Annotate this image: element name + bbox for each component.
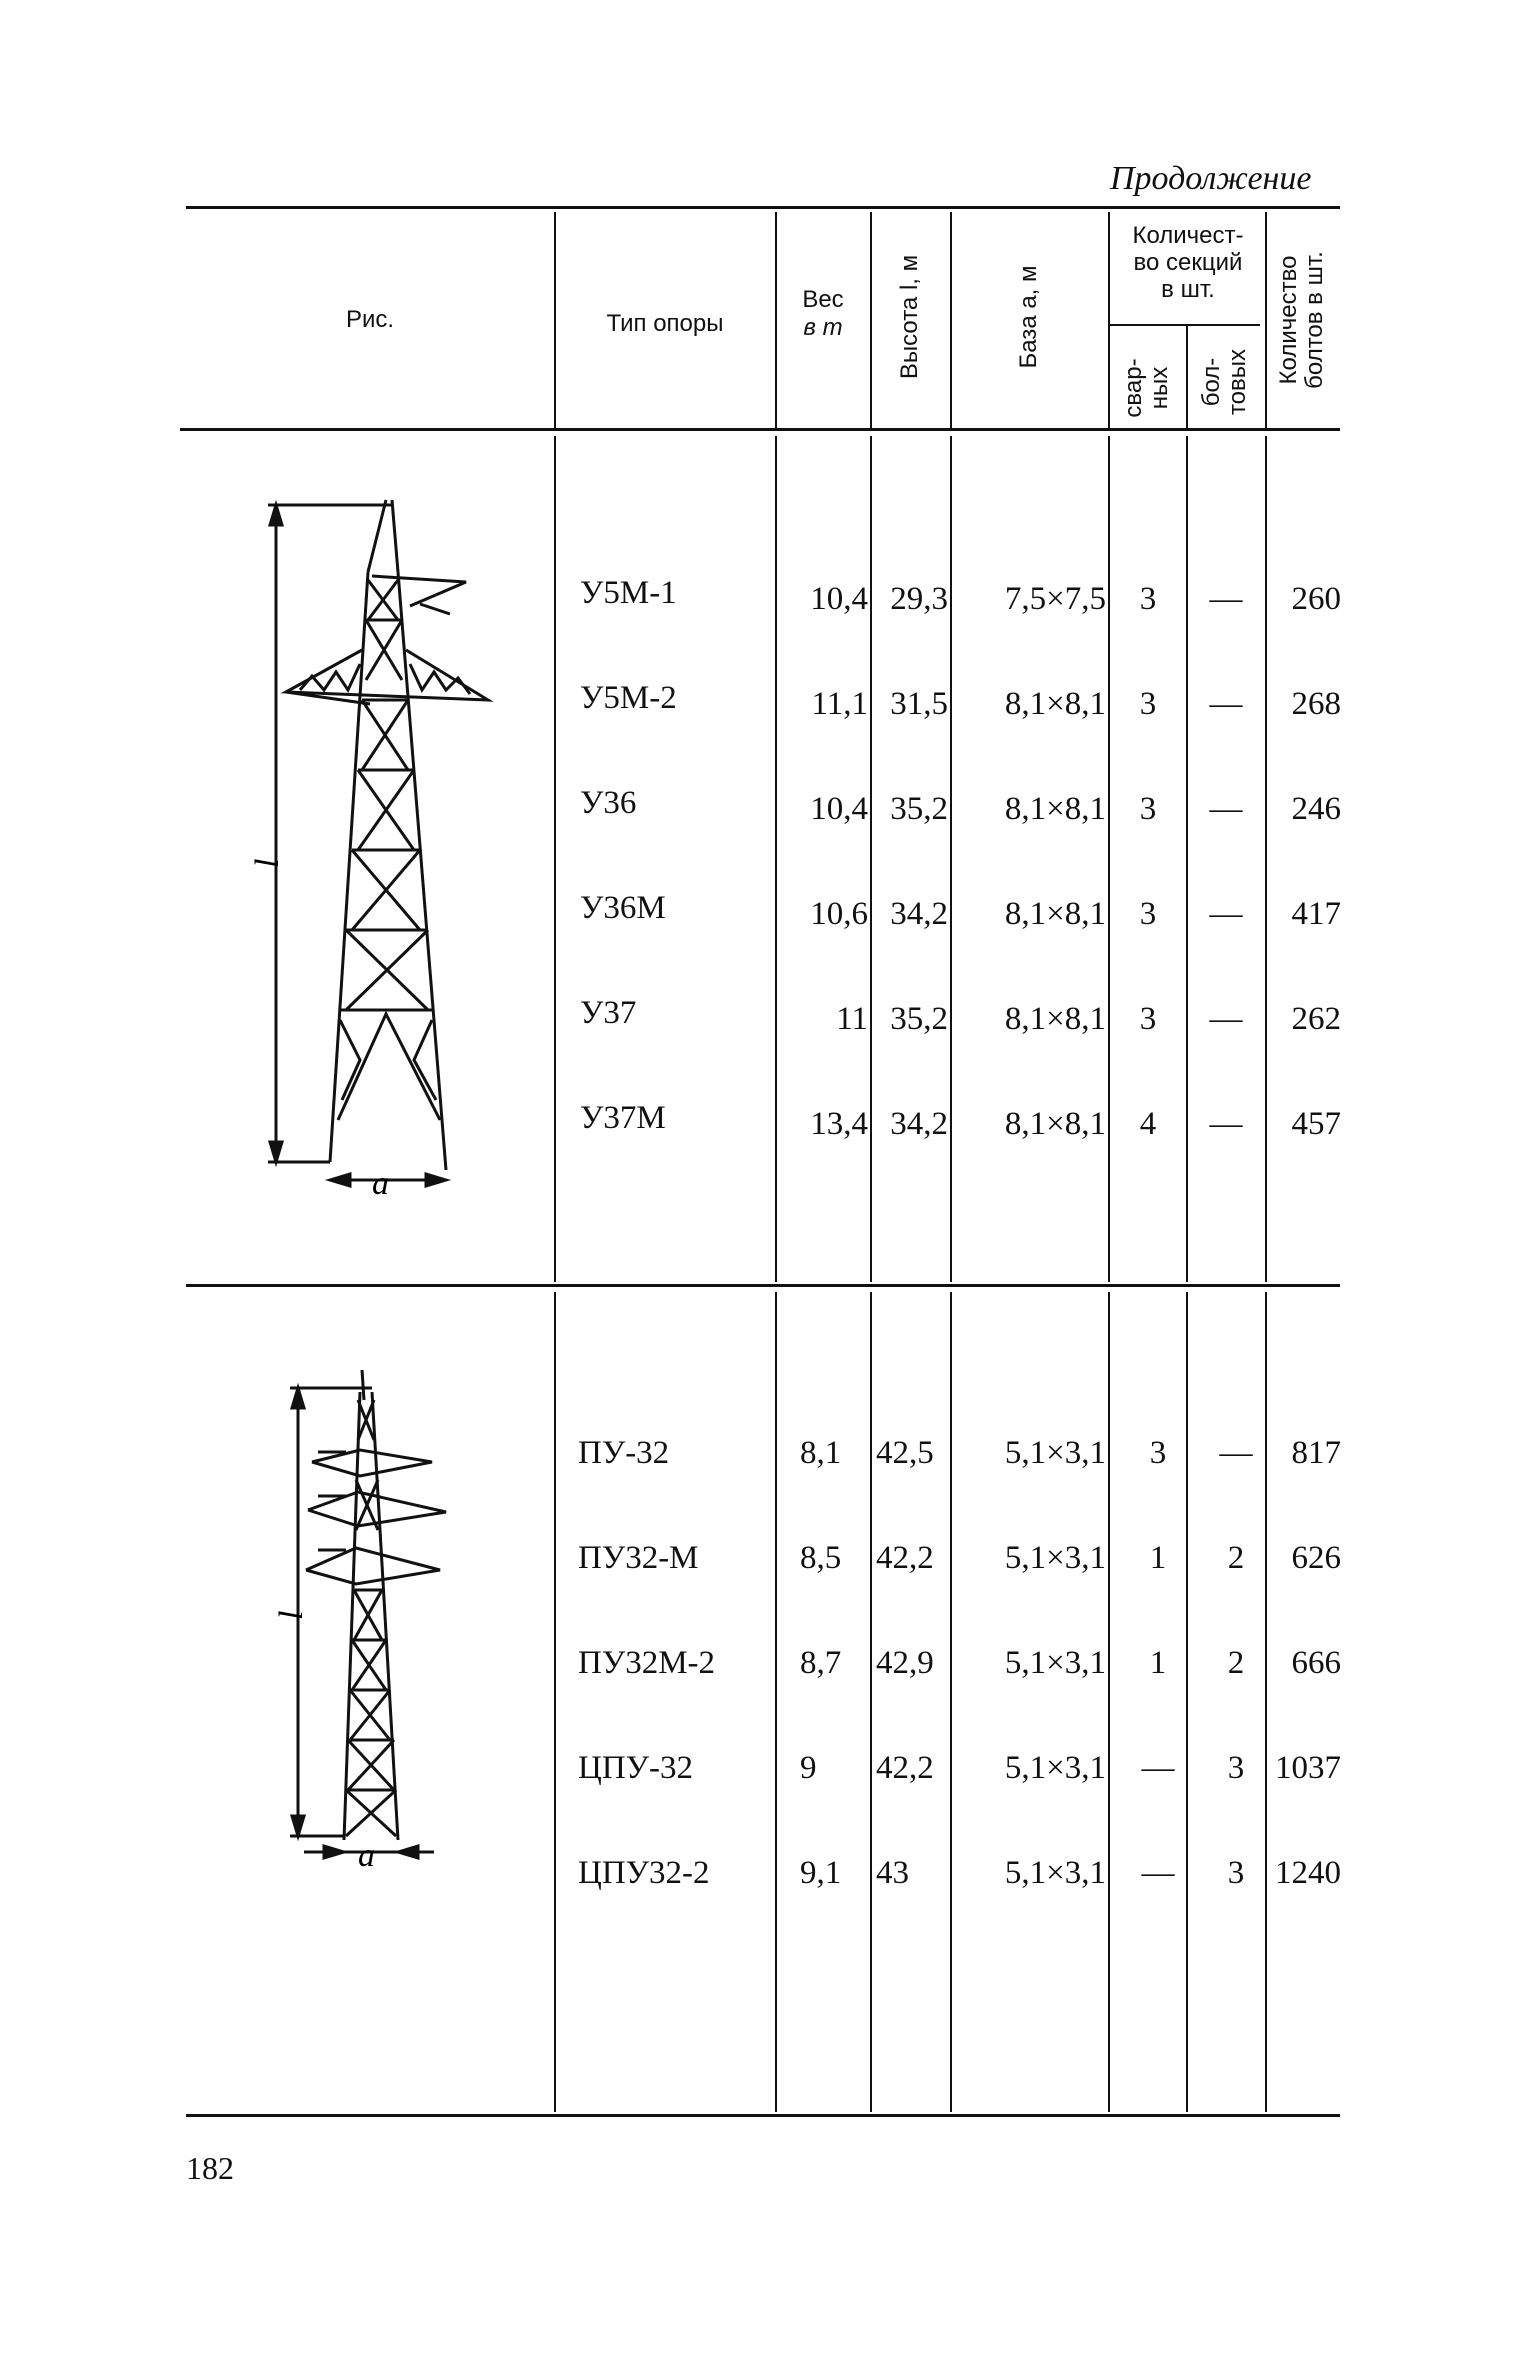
g1-height: 35,2 (890, 791, 948, 827)
header-weight-line1: Вес (802, 286, 844, 313)
g2-weight: 9 (800, 1750, 817, 1786)
g2-bolted-value: — (1219, 1435, 1253, 1471)
g2-welded-value: 3 (1149, 1435, 1167, 1471)
g1-bolts-value: 268 (1291, 686, 1341, 722)
g1-bolted-value: — (1209, 1106, 1243, 1142)
g1-base: 8,1×8,1 (1004, 1106, 1106, 1142)
g2-type: ПУ32М-2 (578, 1645, 716, 1681)
header-bolts-line1: Количество (1275, 255, 1302, 385)
header-welded-line2: ных (1146, 366, 1173, 410)
g1-bolted-value: — (1209, 791, 1243, 827)
header-bolts-line2: болтов в шт. (1301, 251, 1328, 389)
header-height: Высота l, м (896, 254, 923, 380)
g2-height: 42,9 (876, 1645, 934, 1681)
header-sections-line3: в шт. (1161, 276, 1215, 303)
g1-height: 29,3 (890, 581, 948, 617)
g2-bolts-value: 666 (1291, 1645, 1341, 1681)
g1-height: 35,2 (890, 1001, 948, 1037)
g1-weight: 10,4 (810, 791, 868, 827)
g2-type: ПУ32-М (578, 1540, 699, 1576)
g1-welded-value: 3 (1139, 686, 1157, 722)
g1-welded-value: 4 (1139, 1106, 1157, 1142)
g2-bolts-value: 817 (1291, 1435, 1341, 1471)
g1-type: У37М (580, 1100, 666, 1136)
g1-bolted-value: — (1209, 896, 1243, 932)
g1-welded-value: 3 (1139, 1001, 1157, 1037)
header-sections-line1: Количест- (1132, 222, 1244, 249)
g1-type: У5М-1 (580, 575, 677, 611)
g1-type: У36 (580, 785, 637, 821)
g2-welded-value: — (1141, 1750, 1175, 1786)
g1-base: 7,5×7,5 (1004, 581, 1106, 617)
g2-bolts-value: 1037 (1275, 1750, 1341, 1786)
header-type: Тип опоры (606, 310, 724, 337)
g2-height: 42,5 (876, 1435, 934, 1471)
g2-height: 43 (876, 1855, 909, 1891)
g1-bolts-value: 457 (1291, 1106, 1341, 1142)
g1-bolts-value: 246 (1291, 791, 1341, 827)
tower2-height-label: l (273, 1610, 310, 1620)
g2-type: ЦПУ-32 (578, 1750, 694, 1786)
header-weight-line2: в т (803, 314, 843, 341)
g1-height: 34,2 (890, 1106, 948, 1142)
g1-height: 34,2 (890, 896, 948, 932)
g1-bolted-value: — (1209, 1001, 1243, 1037)
g1-height: 31,5 (890, 686, 948, 722)
g2-bolted-value: 3 (1227, 1855, 1245, 1891)
g1-bolts-value: 417 (1291, 896, 1341, 932)
g2-height: 42,2 (876, 1750, 934, 1786)
g2-bolted-value: 3 (1227, 1750, 1245, 1786)
g1-type: У36М (580, 890, 666, 926)
header-bolted-line1: бол- (1198, 357, 1225, 407)
continuation-label: Продолжение (1110, 160, 1312, 197)
header-welded-line1: свар- (1120, 358, 1147, 418)
g1-base: 8,1×8,1 (1004, 896, 1106, 932)
g1-weight: 10,4 (810, 581, 868, 617)
g1-weight: 11,1 (811, 686, 868, 722)
header-fig: Рис. (345, 306, 395, 333)
header-sections-line2: во секций (1133, 249, 1243, 276)
g1-bolts-value: 260 (1291, 581, 1341, 617)
g2-welded-value: — (1141, 1855, 1175, 1891)
g2-bolts-value: 626 (1291, 1540, 1341, 1576)
tower2-base-label: a (358, 1837, 375, 1874)
tower1-height-label: l (249, 858, 286, 868)
g1-bolted-value: — (1209, 581, 1243, 617)
g2-weight: 8,5 (800, 1540, 842, 1576)
g1-weight: 11 (836, 1001, 868, 1037)
g2-weight: 8,7 (800, 1645, 842, 1681)
g2-bolted-value: 2 (1227, 1645, 1245, 1681)
g1-base: 8,1×8,1 (1004, 1001, 1106, 1037)
g1-type: У37 (580, 995, 637, 1031)
g2-type: ЦПУ32-2 (578, 1855, 710, 1891)
g2-base: 5,1×3,1 (1004, 1435, 1106, 1471)
g2-base: 5,1×3,1 (1004, 1645, 1106, 1681)
g1-weight: 10,6 (810, 896, 868, 932)
g1-bolted-value: — (1209, 686, 1243, 722)
g2-bolted-value: 2 (1227, 1540, 1245, 1576)
g2-welded-value: 1 (1149, 1645, 1167, 1681)
g2-height: 42,2 (876, 1540, 934, 1576)
g2-weight: 8,1 (800, 1435, 842, 1471)
g2-bolts-value: 1240 (1275, 1855, 1341, 1891)
g1-welded-value: 3 (1139, 896, 1157, 932)
page-number: 182 (186, 2150, 234, 2186)
g1-base: 8,1×8,1 (1004, 686, 1106, 722)
g2-type: ПУ-32 (578, 1435, 670, 1471)
header-bolted-line2: товых (1224, 348, 1251, 416)
tower1-base-label: a (372, 1165, 389, 1202)
g2-base: 5,1×3,1 (1004, 1540, 1106, 1576)
g1-bolts-value: 262 (1291, 1001, 1341, 1037)
g1-base: 8,1×8,1 (1004, 791, 1106, 827)
g2-base: 5,1×3,1 (1004, 1750, 1106, 1786)
g2-weight: 9,1 (800, 1855, 842, 1891)
g2-welded-value: 1 (1149, 1540, 1167, 1576)
g1-welded-value: 3 (1139, 791, 1157, 827)
g1-type: У5М-2 (580, 680, 677, 716)
header-base: База a, м (1015, 265, 1042, 369)
g2-base: 5,1×3,1 (1004, 1855, 1106, 1891)
g1-welded-value: 3 (1139, 581, 1157, 617)
g1-weight: 13,4 (810, 1106, 868, 1142)
